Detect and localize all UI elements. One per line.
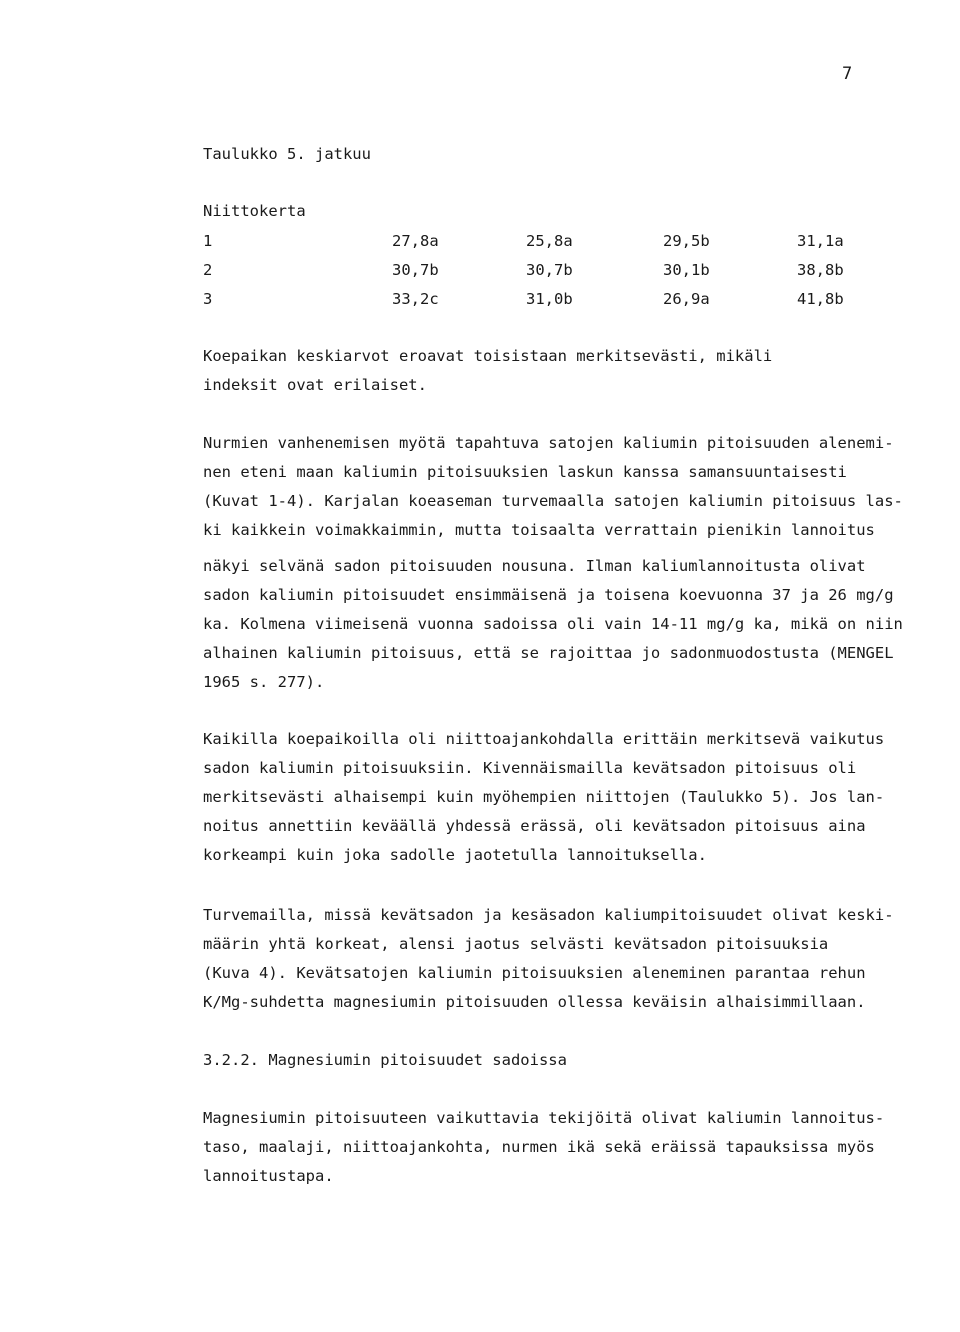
text-line: taso, maalaji, niittoajankohta, nurmen ikä sekä eräissä tapauksissa myös <box>203 1138 875 1156</box>
table-cell: 31,1a <box>797 232 844 250</box>
table-cell: 38,8b <box>797 261 844 279</box>
text-line: K/Mg-suhdetta magnesiumin pitoisuuden ollessa keväisin alhaisimmillaan. <box>203 993 866 1011</box>
table-cell: 27,8a <box>392 232 439 250</box>
section-heading: 3.2.2. Magnesiumin pitoisuudet sadoissa <box>203 1051 567 1069</box>
table-cell: 30,1b <box>663 261 710 279</box>
text-line: 1965 s. 277). <box>203 673 325 691</box>
table-header: Niittokerta <box>203 202 306 220</box>
text-line: sadon kaliumin pitoisuuksiin. Kivennäismailla kevätsadon pitoisuus oli <box>203 759 857 777</box>
text-line: Magnesiumin pitoisuuteen vaikuttavia tekijöitä olivat kaliumin lannoitus- <box>203 1109 885 1127</box>
table-cell: 41,8b <box>797 290 844 308</box>
table-cell: 3 <box>203 290 213 308</box>
table-cell: 26,9a <box>663 290 710 308</box>
table-cell: 30,7b <box>526 261 573 279</box>
text-line: ki kaikkein voimakkaimmin, mutta toisaalta verrattain pienikin lannoitus <box>203 521 875 539</box>
table-cell: 25,8a <box>526 232 573 250</box>
text-line: (Kuvat 1-4). Karjalan koeaseman turvemaalla satojen kaliumin pitoisuus las- <box>203 492 903 510</box>
text-line: sadon kaliumin pitoisuudet ensimmäisenä ja toisena koevuonna 37 ja 26 mg/g <box>203 586 894 604</box>
text-line: näkyi selvänä sadon pitoisuuden nousuna. Ilman kaliumlannoitusta olivat <box>203 557 866 575</box>
text-line: alhainen kaliumin pitoisuus, että se rajoittaa jo sadonmuodostusta (MENGEL <box>203 644 894 662</box>
table-cell: 33,2c <box>392 290 439 308</box>
text-line: korkeampi kuin joka sadolle jaotetulla lannoituksella. <box>203 846 707 864</box>
table-cell: 29,5b <box>663 232 710 250</box>
table-cell: 1 <box>203 232 213 250</box>
table-caption: Taulukko 5. jatkuu <box>203 145 371 163</box>
table-cell: 31,0b <box>526 290 573 308</box>
text-line: lannoitustapa. <box>203 1167 334 1185</box>
table-cell: 2 <box>203 261 213 279</box>
text-line: Koepaikan keskiarvot eroavat toisistaan merkitsevästi, mikäli <box>203 347 773 365</box>
table-cell: 30,7b <box>392 261 439 279</box>
text-line: nen eteni maan kaliumin pitoisuuksien laskun kanssa samansuuntaisesti <box>203 463 847 481</box>
text-line: ka. Kolmena viimeisenä vuonna sadoissa oli vain 14-11 mg/g ka, mikä on niin <box>203 615 903 633</box>
text-line: noitus annettiin keväällä yhdessä erässä, oli kevätsadon pitoisuus aina <box>203 817 866 835</box>
text-line: (Kuva 4). Kevätsatojen kaliumin pitoisuuksien aleneminen parantaa rehun <box>203 964 866 982</box>
page-number: 7 <box>842 64 853 84</box>
text-line: Turvemailla, missä kevätsadon ja kesäsadon kaliumpitoisuudet olivat keski- <box>203 906 894 924</box>
text-line: merkitsevästi alhaisempi kuin myöhempien niittojen (Taulukko 5). Jos lan- <box>203 788 885 806</box>
text-line: Kaikilla koepaikoilla oli niittoajankohdalla erittäin merkitsevä vaikutus <box>203 730 885 748</box>
text-line: määrin yhtä korkeat, alensi jaotus selvästi kevätsadon pitoisuuksia <box>203 935 829 953</box>
text-line: Nurmien vanhenemisen myötä tapahtuva satojen kaliumin pitoisuuden alenemi- <box>203 434 894 452</box>
text-line: indeksit ovat erilaiset. <box>203 376 427 394</box>
